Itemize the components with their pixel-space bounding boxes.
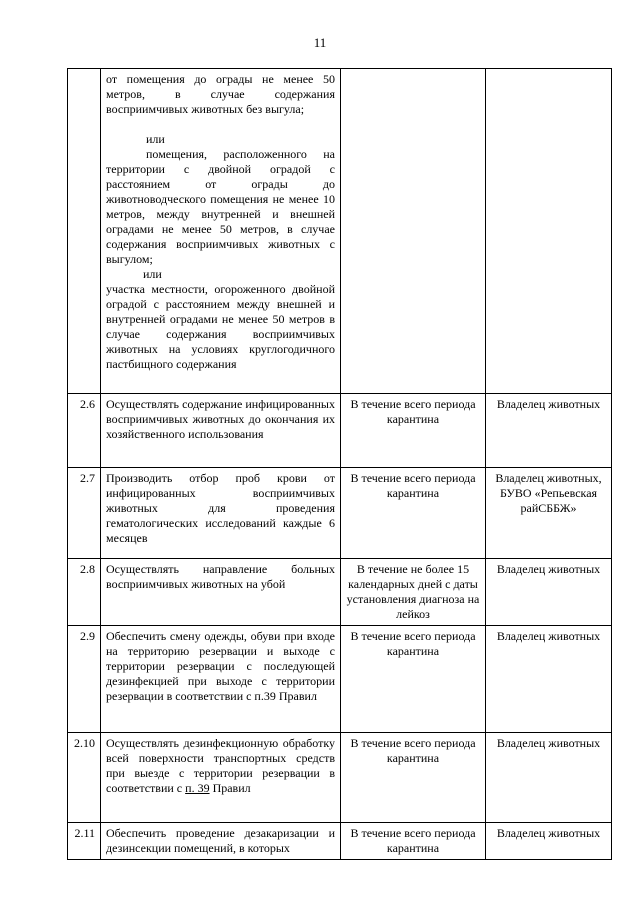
page-number: 11 (313, 35, 327, 50)
term-cell: В течение не более 15 календарных дней с даты установления диагноза на лейкоз (341, 559, 486, 626)
row-number-cell: 2.10 (68, 733, 101, 823)
row-number-cell: 2.8 (68, 559, 101, 626)
term-cell: В течение всего периода карантина (341, 733, 486, 823)
term-cell: В течение всего периода карантина (341, 626, 486, 733)
responsible-cell (486, 69, 612, 394)
action-cell: Осуществлять направление больных восприимчивых животных на убой (101, 559, 341, 626)
row-number-cell (68, 69, 101, 394)
action-text: Осуществлять дезинфекционную обработку всей поверхности транспортных средств при выезде с территории резервации в соответствии с (106, 736, 335, 795)
action-text-tail: Правил (212, 781, 251, 795)
rule-reference-link[interactable]: п. 39 (185, 781, 210, 795)
action-paragraph: участка местности, огороженного двойной оградой с расстоянием между внешней и внутренней оградами не менее 50 метров в случае содержания восприимчивых животных на условиях круглогодичного пастбищного содержания (106, 282, 335, 371)
responsible-cell: Владелец животных (486, 559, 612, 626)
table-row (68, 468, 612, 559)
action-cell (101, 733, 341, 823)
action-paragraph: помещения, расположенного на территории с двойной оградой с расстоянием от ограды до животноводческого помещения не менее 10 метров, между внутренней и внешней оградами не менее 50 метров, в случае содержания восприимчивых животных с выгулом; (106, 147, 335, 266)
responsible-cell: Владелец животных (486, 626, 612, 733)
row-number-cell: 2.7 (68, 468, 101, 559)
responsible-cell: Владелец животных (486, 733, 612, 823)
responsible-cell: Владелец животных (486, 394, 612, 468)
row-number-cell: 2.11 (68, 823, 101, 860)
table-row-continuation (68, 69, 612, 394)
action-cell: Обеспечить смену одежды, обуви при входе на территорию резервации и выходе с территории резервации с последующей дезинфекцией при выходе с территории резервации в соответствии с п.39 Правил (101, 626, 341, 733)
term-cell: В течение всего периода карантина (341, 394, 486, 468)
term-cell: В течение всего периода карантина (341, 823, 486, 860)
responsible-cell: Владелец животных (486, 823, 612, 860)
action-paragraph: или (143, 267, 162, 281)
table-row (68, 394, 612, 468)
table-row (68, 733, 612, 823)
action-cell: Обеспечить проведение дезакаризации и дезинсекции помещений, в которых (101, 823, 341, 860)
action-paragraph: от помещения до ограды не менее 50 метров, в случае содержания восприимчивых животных без выгула; (106, 72, 335, 116)
term-cell (341, 69, 486, 394)
action-cell: Производить отбор проб крови от инфицированных восприимчивых животных для проведения гематологических исследований каждые 6 месяцев (101, 468, 341, 559)
row-number-cell: 2.9 (68, 626, 101, 733)
action-cell: Осуществлять содержание инфицированных восприимчивых животных до окончания их хозяйственного использования (101, 394, 341, 468)
row-number-cell: 2.6 (68, 394, 101, 468)
table-row (68, 823, 612, 860)
responsible-cell: Владелец животных, БУВО «Репьевская райСББЖ» (486, 468, 612, 559)
table-row (68, 626, 612, 733)
action-paragraph: или (146, 132, 165, 146)
term-cell: В течение всего периода карантина (341, 468, 486, 559)
table-row (68, 559, 612, 626)
quarantine-measures-table (67, 68, 612, 860)
action-cell (101, 69, 341, 394)
